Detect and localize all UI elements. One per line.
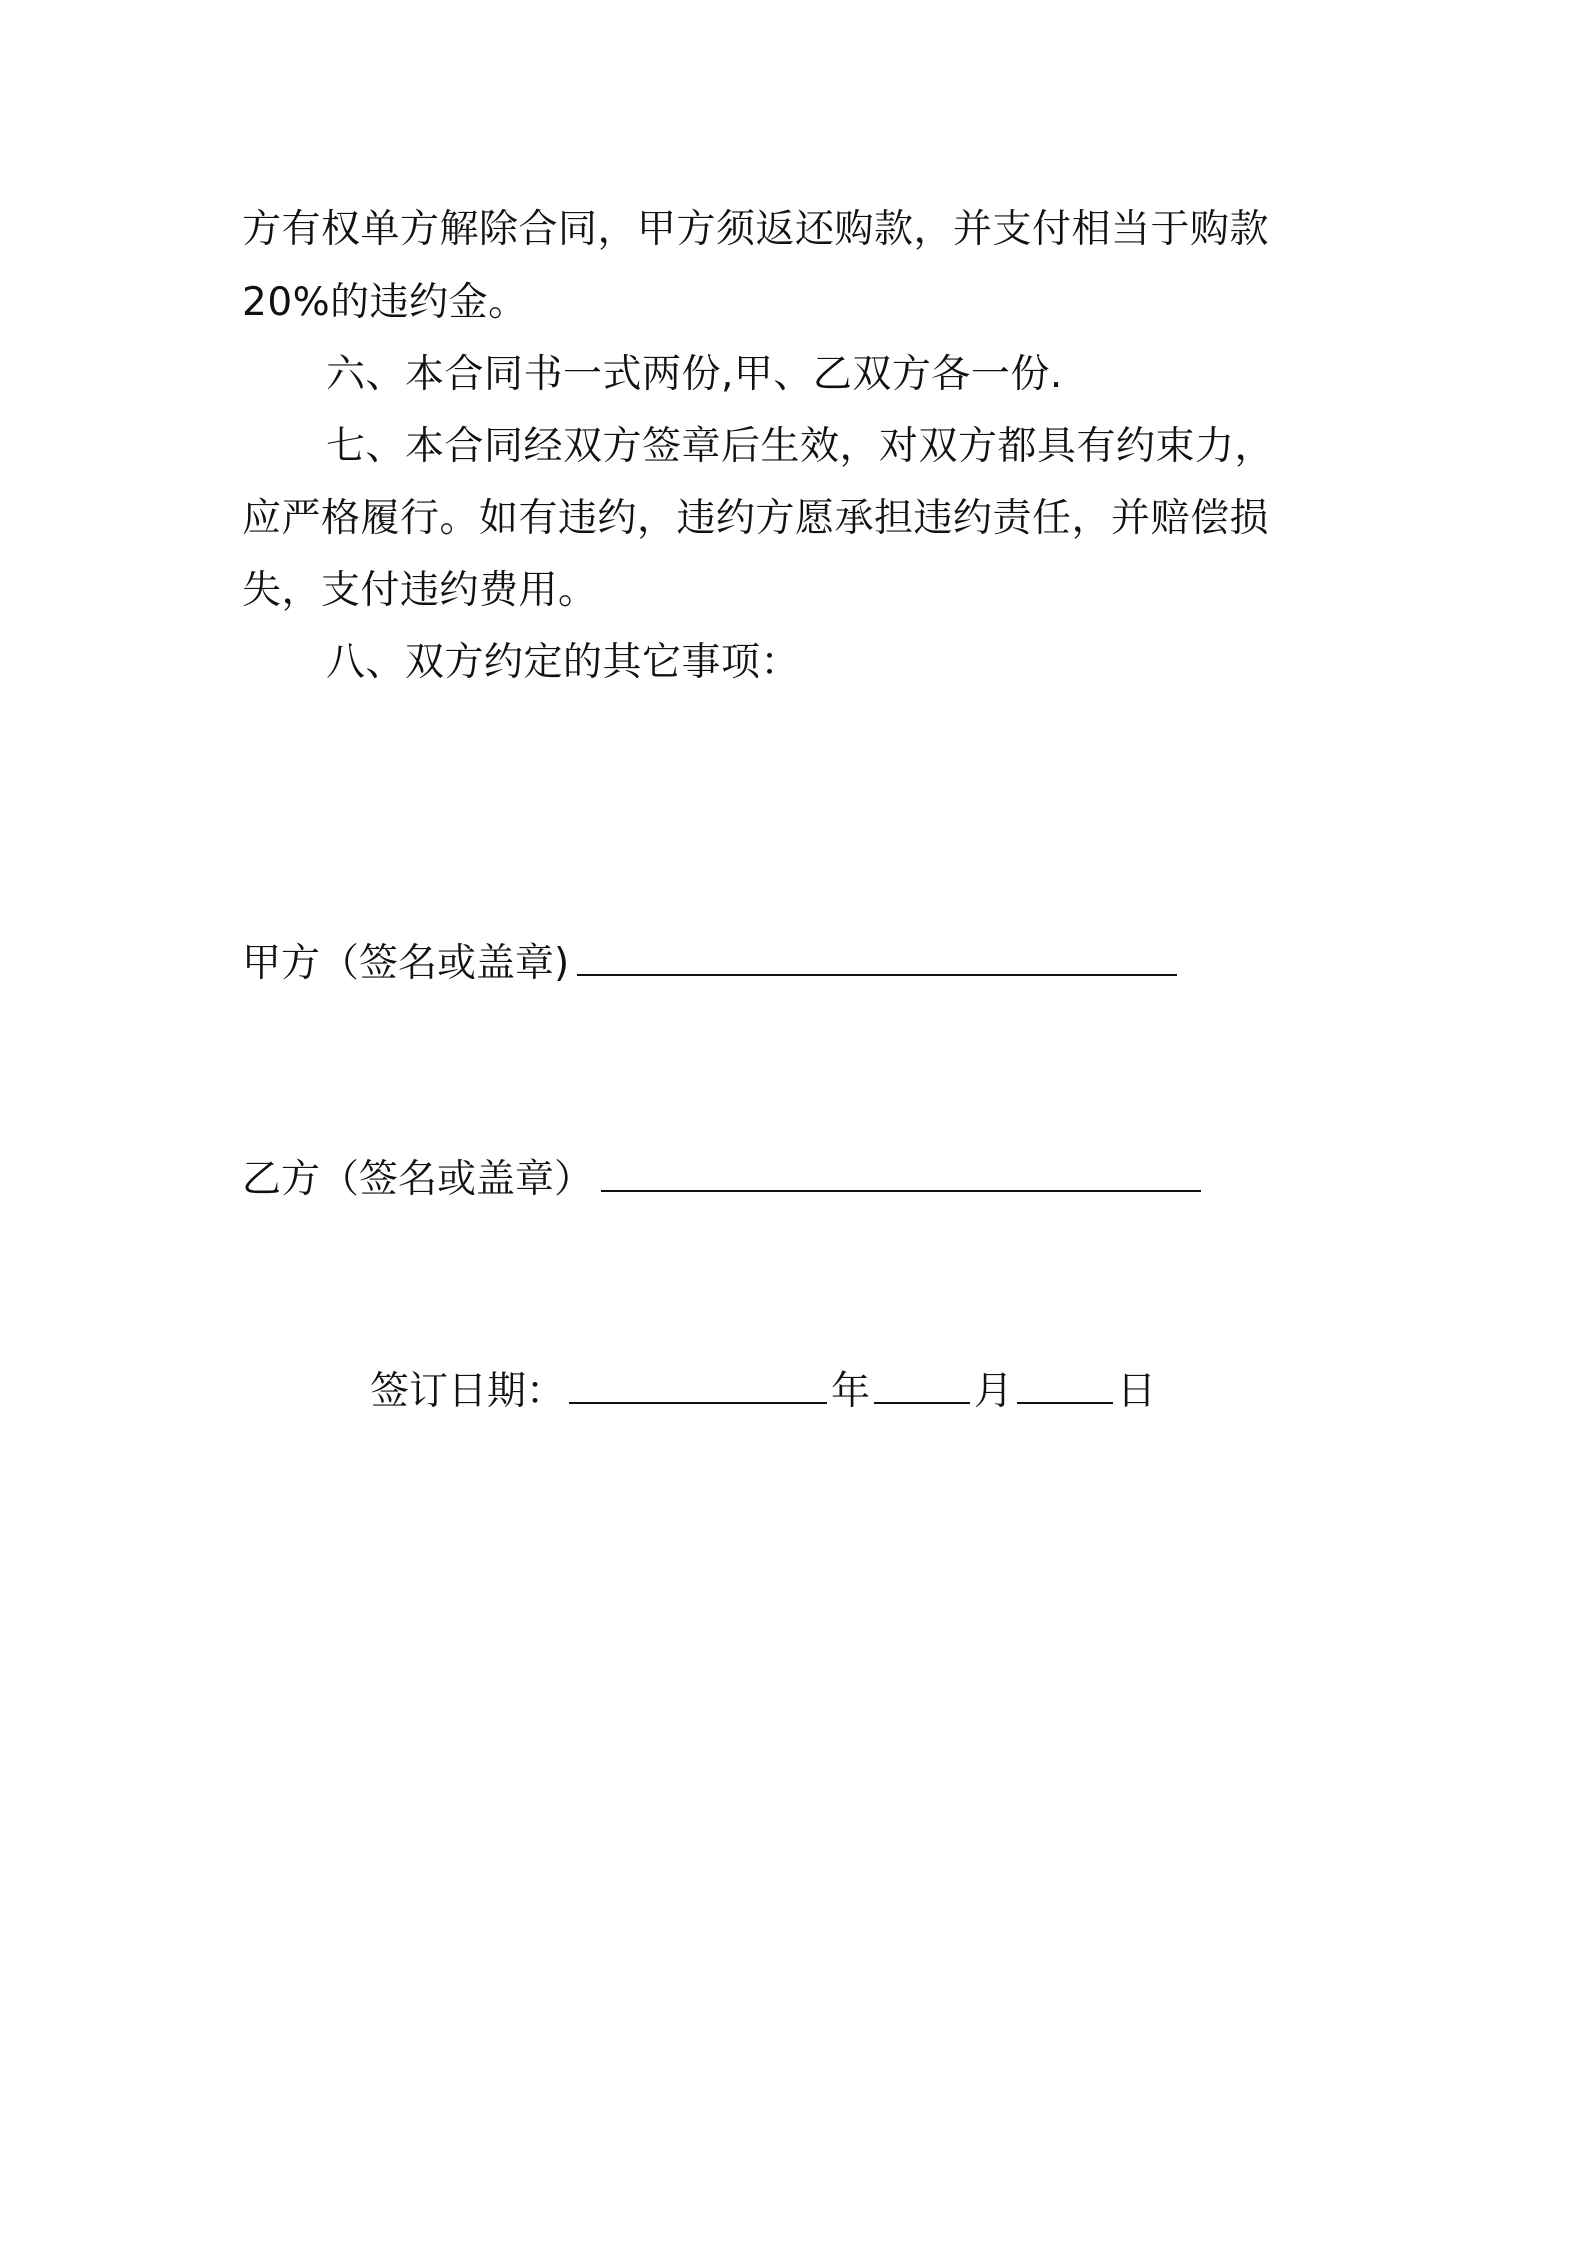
party-a-signature-field[interactable] [577,938,1177,976]
paragraph-line: 应严格履行。如有违约，违约方愿承担违约责任，并赔偿损 [242,496,1270,541]
day-field[interactable] [1017,1366,1113,1404]
year-label: 年 [831,1369,871,1414]
party-b-signature-row [242,1154,1201,1204]
month-field[interactable] [874,1366,970,1404]
clause-seven: 七、本合同经双方签章后生效，对双方都具有约束力， [326,424,1275,469]
paragraph-line: 失，支付违约费用。 [242,568,598,613]
year-field[interactable] [569,1366,827,1404]
party-b-signature-field[interactable] [601,1154,1201,1192]
signing-date-row [370,1366,1156,1416]
clause-eight: 八、双方约定的其它事项： [326,640,801,685]
party-a-signature-row [242,938,1177,988]
day-label: 日 [1117,1369,1157,1414]
clause-six: 六、本合同书一式两份,甲、乙双方各一份. [326,352,1063,397]
party-a-label: 甲方（签名或盖章) [242,941,570,986]
party-b-label: 乙方（签名或盖章） [242,1157,594,1202]
date-label: 签订日期： [370,1369,566,1414]
paragraph-line: 20%的违约金。 [242,280,528,325]
month-label: 月 [974,1369,1014,1414]
paragraph-line: 方有权单方解除合同，甲方须返还购款，并支付相当于购款 [242,207,1270,252]
